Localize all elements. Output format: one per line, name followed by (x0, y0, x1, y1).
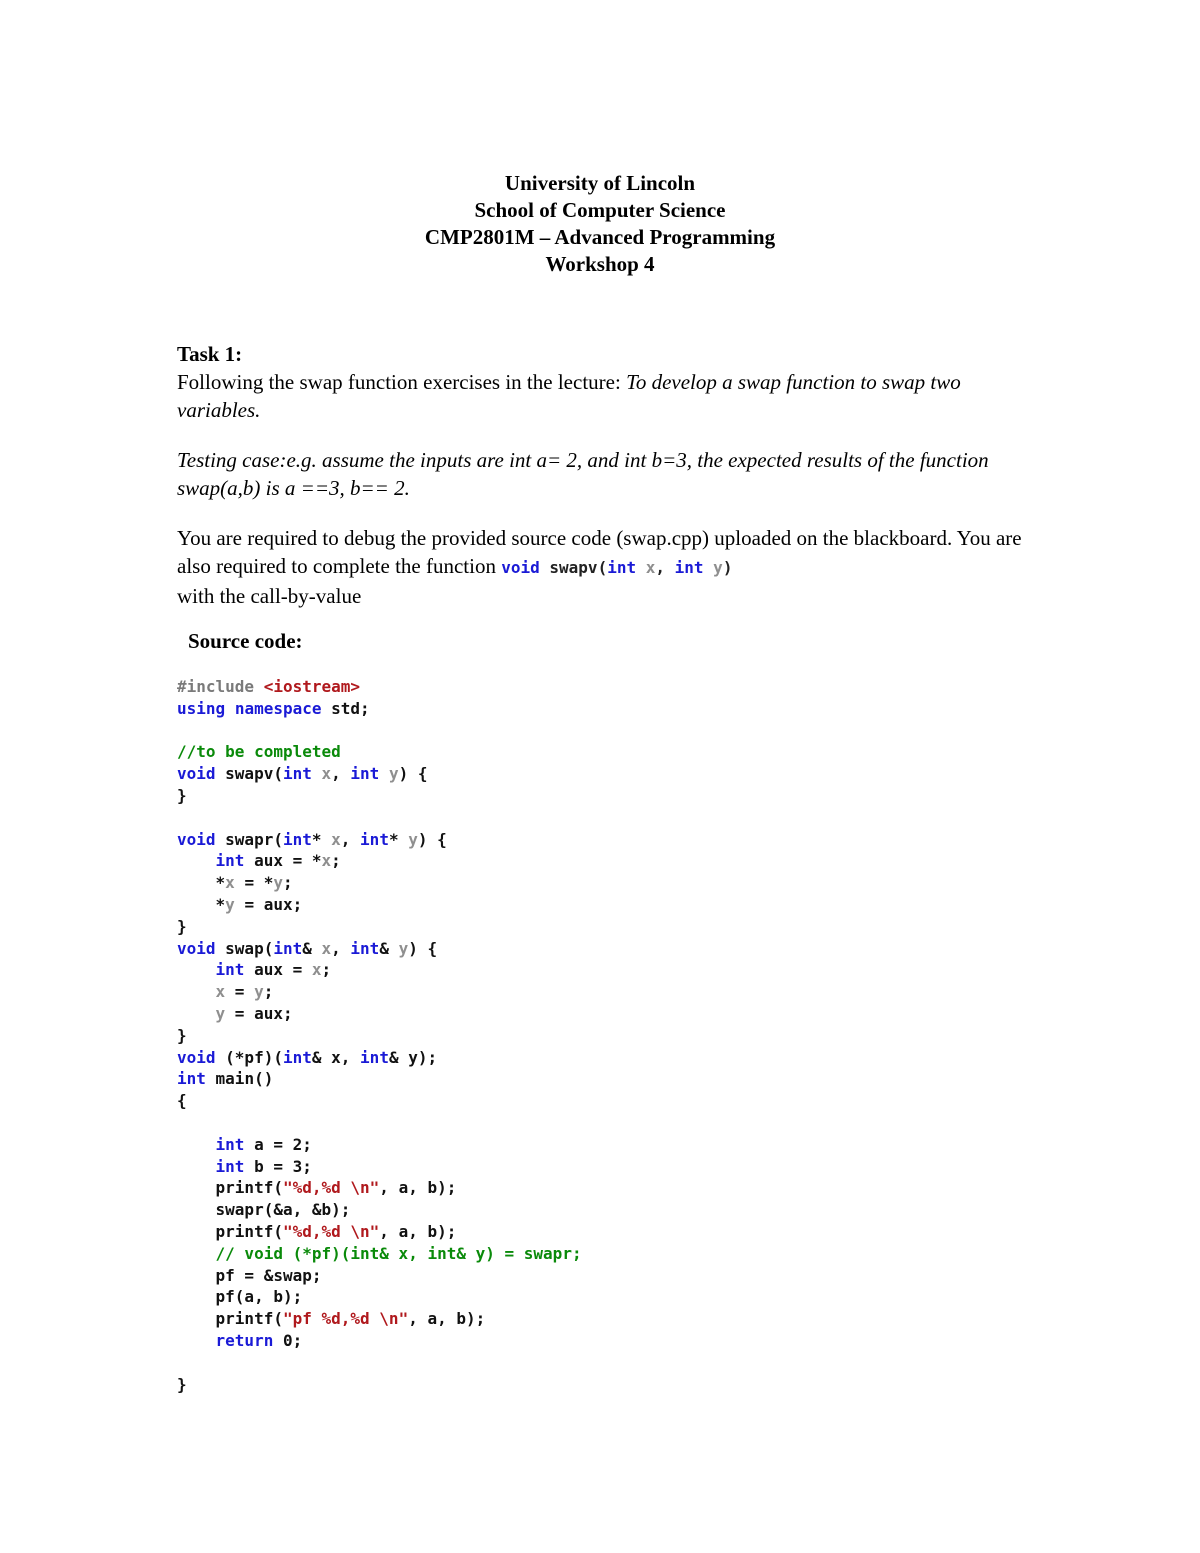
code-line (177, 698, 582, 720)
university-name: University of Lincoln (504, 171, 696, 195)
code-token: & (379, 938, 399, 958)
code-line (177, 938, 582, 960)
code-token: x (321, 938, 332, 958)
code-token: swap( (215, 938, 274, 958)
code-token: { (177, 1091, 187, 1111)
code-token: int (282, 1047, 312, 1067)
code-line (177, 1003, 582, 1025)
source-code-block (177, 676, 582, 1395)
code-token: ) { (417, 829, 447, 849)
code-token: & y); (388, 1047, 438, 1067)
code-token: int (273, 938, 303, 958)
code-token: void (177, 938, 216, 958)
code-line (177, 981, 582, 1003)
code-line (177, 785, 582, 807)
code-token: printf( (177, 1309, 283, 1329)
code-token: , (331, 764, 351, 784)
code-token: std; (321, 698, 370, 718)
code-line (177, 1243, 582, 1265)
code-token: y (273, 873, 283, 893)
code-token: int (215, 960, 245, 980)
code-token: = (225, 982, 255, 1002)
task-intro-italic: To develop a swap function to swap two variables. (177, 370, 961, 422)
code-token: "pf %d,%d \n" (282, 1309, 409, 1329)
testing-case: Testing case:e.g. assume the inputs are int a= 2, and int b=3, the expected results of the function swap(a,b) is a ==3, b== 2. (177, 448, 989, 500)
code-token: , (340, 829, 361, 849)
code-token: = * (234, 873, 274, 893)
code-token: int (350, 938, 380, 958)
code-token (177, 1331, 216, 1350)
code-line (177, 872, 582, 894)
code-token: <iostream> (263, 677, 361, 696)
code-line (177, 1025, 582, 1047)
code-token: aux = * (244, 851, 322, 871)
code-token: , a, b); (408, 1309, 486, 1329)
code-token: x (331, 829, 341, 849)
code-token: swapr(&a, &b); (177, 1200, 351, 1220)
code-token: ; (331, 851, 341, 871)
code-token: y (215, 1003, 226, 1023)
code-token: int (215, 851, 245, 871)
code-line (177, 720, 582, 742)
code-line (177, 959, 582, 981)
requirements-text: You are required to debug the provided source code (swap.cpp) uploaded on the blackboard. You are also required to complete the function (177, 526, 1022, 578)
code-token: y (398, 938, 409, 958)
code-token: a = 2; (244, 1134, 312, 1154)
code-token: printf( (177, 1178, 283, 1198)
code-token: swapv( (215, 764, 283, 784)
code-token: * (311, 829, 332, 849)
code-token: "%d,%d \n" (282, 1221, 380, 1241)
code-line (177, 676, 582, 698)
school-name: School of Computer Science (474, 198, 726, 222)
code-token: } (177, 785, 187, 805)
code-line (177, 1156, 582, 1178)
code-token: pf(a, b); (177, 1287, 303, 1307)
code-token: aux = (244, 960, 312, 980)
code-token: // void (*pf)(int& x, int& y) = swapr; (215, 1243, 582, 1263)
code-token (177, 1004, 216, 1023)
code-line (177, 829, 582, 851)
code-token: int (215, 1156, 245, 1176)
module-title: CMP2801M – Advanced Programming (424, 225, 776, 249)
inline-close: ) (722, 558, 733, 577)
code-token: & x, (311, 1047, 361, 1067)
code-token: pf = &swap; (177, 1265, 322, 1285)
code-line (177, 1221, 582, 1243)
code-token: int (282, 764, 312, 784)
code-token: ; (263, 982, 274, 1002)
code-line (177, 1177, 582, 1199)
code-token: & (302, 938, 322, 958)
code-token (177, 982, 216, 1001)
code-line (177, 1047, 582, 1069)
task-section (177, 340, 1037, 610)
code-token: void (177, 1047, 216, 1067)
code-token: //to be completed (177, 742, 341, 762)
code-token: int (360, 829, 389, 849)
inline-void: void (501, 558, 540, 577)
inline-int-2: int (674, 558, 704, 577)
task-intro-plain: Following the swap function exercises in the lecture: (177, 370, 627, 394)
code-token: return (215, 1330, 274, 1350)
code-token (225, 699, 235, 718)
code-line (177, 1134, 582, 1156)
code-token: x (215, 982, 226, 1002)
code-token (177, 1135, 216, 1154)
code-token: int (350, 764, 380, 784)
inline-comma: , (655, 558, 675, 577)
code-token: y (254, 982, 264, 1002)
code-token: * (177, 873, 226, 893)
document-header (0, 170, 1200, 278)
code-line (177, 916, 582, 938)
code-token: ; (282, 873, 293, 893)
code-token: } (177, 916, 187, 936)
code-token: int (177, 1069, 206, 1089)
inline-fn-name: swapv( (539, 558, 608, 577)
code-line (177, 1265, 582, 1287)
code-line (177, 1068, 582, 1090)
code-token: * (177, 894, 226, 914)
code-token: ) { (398, 764, 428, 784)
code-line (177, 1330, 582, 1352)
code-token: x (311, 764, 332, 784)
code-token: using (177, 698, 226, 718)
code-token: printf( (177, 1221, 283, 1241)
inline-param-y: y (703, 558, 723, 577)
code-token: = aux; (234, 894, 303, 914)
code-token: , a, b); (379, 1178, 457, 1198)
code-line (177, 1090, 582, 1112)
inline-param-x: x (636, 558, 656, 577)
code-line (177, 807, 582, 829)
source-code-title: Source code: (188, 629, 303, 653)
code-token: x (311, 960, 322, 980)
code-token: void (177, 764, 216, 784)
task-title: Task 1: (177, 342, 243, 366)
requirements-text-2: with the call-by-value (177, 584, 362, 608)
code-token: b = 3; (244, 1156, 312, 1176)
code-line (177, 1286, 582, 1308)
code-token: , a, b); (379, 1221, 457, 1241)
code-token: #include (177, 677, 264, 696)
code-token (177, 960, 216, 979)
code-token: ) { (408, 938, 438, 958)
code-line (177, 850, 582, 872)
code-line (177, 1352, 582, 1374)
code-token: int (215, 1134, 245, 1154)
code-token: swapr( (215, 829, 283, 849)
code-token (177, 1157, 216, 1176)
code-token: (*pf)( (215, 1047, 283, 1067)
code-line (177, 1308, 582, 1330)
code-token: } (177, 1374, 187, 1394)
code-line (177, 741, 582, 763)
code-token: "%d,%d \n" (282, 1178, 380, 1198)
code-token: int (282, 829, 312, 849)
task-requirements (177, 524, 1037, 610)
code-token: x (321, 851, 332, 871)
code-token: y (225, 894, 235, 914)
code-token: x (225, 873, 235, 893)
code-token: int (360, 1047, 389, 1067)
code-token: * (388, 829, 409, 849)
workshop-title: Workshop 4 (545, 252, 655, 276)
code-token: namespace (234, 698, 322, 718)
code-token: main() (205, 1069, 274, 1089)
code-token: } (177, 1025, 187, 1045)
code-token: y (379, 764, 399, 784)
code-token (177, 851, 216, 870)
code-token: y (408, 829, 418, 849)
code-token (177, 1244, 216, 1263)
code-token: 0; (273, 1330, 303, 1350)
code-line (177, 894, 582, 916)
inline-int-1: int (607, 558, 637, 577)
code-token: ; (321, 960, 332, 980)
code-token: = aux; (225, 1003, 293, 1023)
inline-function-signature (501, 558, 732, 577)
code-line (177, 763, 582, 785)
code-line (177, 1199, 582, 1221)
code-token: void (177, 829, 216, 849)
code-line (177, 1374, 582, 1396)
code-token: , (331, 938, 351, 958)
task-intro (177, 368, 1037, 424)
code-line (177, 1112, 582, 1134)
